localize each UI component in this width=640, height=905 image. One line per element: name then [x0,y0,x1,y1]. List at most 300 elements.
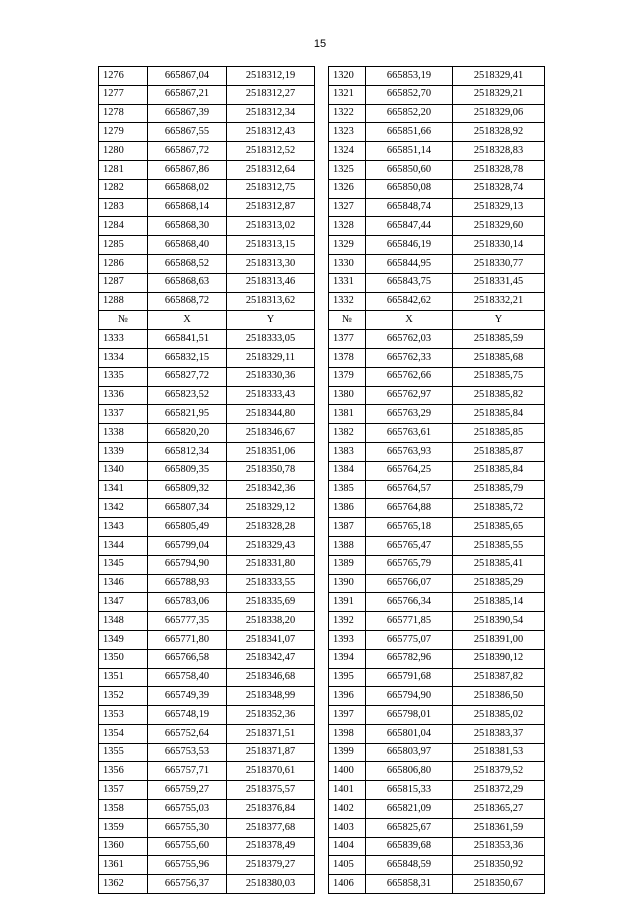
table-row [99,687,545,706]
y-coordinate-cell: 2518377,68 [227,818,315,837]
x-coordinate-cell: 665858,31 [366,875,453,894]
column-gap [315,424,329,443]
point-number-cell: 1346 [99,574,148,593]
y-coordinate-cell: 2518372,29 [453,781,545,800]
column-gap [315,67,329,86]
y-coordinate-cell: 2518351,06 [227,442,315,461]
x-coordinate-cell: 665758,40 [148,668,227,687]
x-coordinate-cell: 665867,55 [148,123,227,142]
y-coordinate-cell: 2518329,60 [453,217,545,236]
x-coordinate-cell: 665867,21 [148,85,227,104]
column-gap [315,273,329,292]
point-number-cell: 1345 [99,555,148,574]
column-gap [315,198,329,217]
point-number-cell: 1284 [99,217,148,236]
point-number-cell: 1332 [329,292,366,311]
point-number-cell: 1397 [329,706,366,725]
point-number-cell: 1386 [329,499,366,518]
point-number-cell: 1288 [99,292,148,311]
y-coordinate-cell: 2518313,46 [227,273,315,292]
y-coordinate-cell: 2518328,92 [453,123,545,142]
y-coordinate-cell: 2518390,12 [453,649,545,668]
x-coordinate-cell: 665812,34 [148,442,227,461]
x-coordinate-cell: 665755,96 [148,856,227,875]
point-number-cell: 1400 [329,762,366,781]
y-coordinate-cell: 2518385,72 [453,499,545,518]
x-coordinate-cell: 665867,39 [148,104,227,123]
table-row [99,198,545,217]
x-coordinate-cell: 665823,52 [148,386,227,405]
table-row [99,104,545,123]
column-gap [315,217,329,236]
table-row [99,706,545,725]
x-coordinate-cell: 665756,37 [148,875,227,894]
column-gap [315,311,329,330]
x-coordinate-cell: 665853,19 [366,67,453,86]
x-coordinate-cell: 665867,72 [148,142,227,161]
x-coordinate-cell: 665765,79 [366,555,453,574]
x-coordinate-cell: 665762,97 [366,386,453,405]
column-gap [315,856,329,875]
x-coordinate-cell: 665757,71 [148,762,227,781]
point-number-cell: 1341 [99,480,148,499]
point-number-cell: 1389 [329,555,366,574]
table-row [99,630,545,649]
x-coordinate-cell: 665839,68 [366,837,453,856]
x-coordinate-cell: 665766,07 [366,574,453,593]
x-coordinate-cell: 665764,25 [366,461,453,480]
x-coordinate-cell: 665868,30 [148,217,227,236]
point-number-cell: 1349 [99,630,148,649]
x-coordinate-cell: 665762,33 [366,348,453,367]
table-row [99,424,545,443]
y-coordinate-cell: 2518385,82 [453,386,545,405]
point-number-cell: 1282 [99,179,148,198]
y-coordinate-cell: 2518329,11 [227,348,315,367]
y-coordinate-cell: 2518352,36 [227,706,315,725]
x-coordinate-cell: 665846,19 [366,236,453,255]
x-coordinate-cell: 665762,66 [366,367,453,386]
point-number-cell: 1378 [329,348,366,367]
column-gap [315,85,329,104]
point-number-cell: 1401 [329,781,366,800]
point-number-cell: 1325 [329,160,366,179]
y-coordinate-cell: 2518385,75 [453,367,545,386]
column-gap [315,480,329,499]
x-coordinate-cell: 665765,47 [366,536,453,555]
y-coordinate-cell: 2518385,41 [453,555,545,574]
x-coordinate-cell: 665851,66 [366,123,453,142]
y-coordinate-cell: 2518329,12 [227,499,315,518]
point-number-cell: 1394 [329,649,366,668]
y-coordinate-cell: 2518375,57 [227,781,315,800]
table-row [99,781,545,800]
y-coordinate-cell: 2518350,67 [453,875,545,894]
column-gap [315,668,329,687]
table-row [99,480,545,499]
point-number-cell: 1286 [99,254,148,273]
x-coordinate-cell: 665766,58 [148,649,227,668]
column-gap [315,160,329,179]
column-gap [315,706,329,725]
y-coordinate-cell: 2518313,30 [227,254,315,273]
point-number-cell: 1384 [329,461,366,480]
table-row [99,330,545,349]
column-gap [315,649,329,668]
x-coordinate-cell: 665794,90 [148,555,227,574]
point-number-cell: 1327 [329,198,366,217]
header-x: X [366,311,453,330]
point-number-cell: 1342 [99,499,148,518]
point-number-cell: 1354 [99,724,148,743]
point-number-cell: 1323 [329,123,366,142]
table-row [99,649,545,668]
y-coordinate-cell: 2518335,69 [227,593,315,612]
point-number-cell: 1287 [99,273,148,292]
column-gap [315,292,329,311]
point-number-cell: 1339 [99,442,148,461]
header-num: № [99,311,148,330]
x-coordinate-cell: 665852,70 [366,85,453,104]
table-row [99,668,545,687]
y-coordinate-cell: 2518341,07 [227,630,315,649]
point-number-cell: 1281 [99,160,148,179]
y-coordinate-cell: 2518380,03 [227,875,315,894]
column-gap [315,518,329,537]
x-coordinate-cell: 665848,59 [366,856,453,875]
x-coordinate-cell: 665850,60 [366,160,453,179]
y-coordinate-cell: 2518346,68 [227,668,315,687]
point-number-cell: 1381 [329,405,366,424]
y-coordinate-cell: 2518333,55 [227,574,315,593]
column-gap [315,800,329,819]
x-coordinate-cell: 665809,32 [148,480,227,499]
point-number-cell: 1358 [99,800,148,819]
point-number-cell: 1362 [99,875,148,894]
x-coordinate-cell: 665841,51 [148,330,227,349]
table-row [99,273,545,292]
x-coordinate-cell: 665820,20 [148,424,227,443]
table-row [99,837,545,856]
column-gap [315,743,329,762]
y-coordinate-cell: 2518385,79 [453,480,545,499]
table-row [99,555,545,574]
y-coordinate-cell: 2518329,43 [227,536,315,555]
x-coordinate-cell: 665825,67 [366,818,453,837]
point-number-cell: 1348 [99,612,148,631]
x-coordinate-cell: 665809,35 [148,461,227,480]
y-coordinate-cell: 2518312,19 [227,67,315,86]
y-coordinate-cell: 2518379,27 [227,856,315,875]
table-row [99,856,545,875]
y-coordinate-cell: 2518312,64 [227,160,315,179]
point-number-cell: 1285 [99,236,148,255]
table-row [99,348,545,367]
point-number-cell: 1328 [329,217,366,236]
column-gap [315,687,329,706]
point-number-cell: 1322 [329,104,366,123]
column-gap [315,593,329,612]
y-coordinate-cell: 2518312,52 [227,142,315,161]
y-coordinate-cell: 2518385,02 [453,706,545,725]
y-coordinate-cell: 2518379,52 [453,762,545,781]
column-gap [315,442,329,461]
y-coordinate-cell: 2518365,27 [453,800,545,819]
y-coordinate-cell: 2518385,65 [453,518,545,537]
point-number-cell: 1351 [99,668,148,687]
point-number-cell: 1383 [329,442,366,461]
column-gap [315,818,329,837]
x-coordinate-cell: 665788,93 [148,574,227,593]
column-gap [315,837,329,856]
point-number-cell: 1380 [329,386,366,405]
column-gap [315,179,329,198]
y-coordinate-cell: 2518331,45 [453,273,545,292]
y-coordinate-cell: 2518312,75 [227,179,315,198]
x-coordinate-cell: 665759,27 [148,781,227,800]
column-gap [315,724,329,743]
table-row [99,386,545,405]
header-y: Y [453,311,545,330]
x-coordinate-cell: 665844,95 [366,254,453,273]
column-gap [315,612,329,631]
x-coordinate-cell: 665847,44 [366,217,453,236]
y-coordinate-cell: 2518330,36 [227,367,315,386]
x-coordinate-cell: 665850,08 [366,179,453,198]
y-coordinate-cell: 2518329,21 [453,85,545,104]
y-coordinate-cell: 2518313,15 [227,236,315,255]
table-row [99,461,545,480]
y-coordinate-cell: 2518385,84 [453,461,545,480]
table-row [99,217,545,236]
x-coordinate-cell: 665763,61 [366,424,453,443]
table-row [99,612,545,631]
x-coordinate-cell: 665867,86 [148,160,227,179]
page-number: 15 [313,38,327,50]
y-coordinate-cell: 2518329,41 [453,67,545,86]
y-coordinate-cell: 2518313,62 [227,292,315,311]
header-y: Y [227,311,315,330]
point-number-cell: 1340 [99,461,148,480]
table-row [99,518,545,537]
table-row [99,593,545,612]
point-number-cell: 1347 [99,593,148,612]
point-number-cell: 1276 [99,67,148,86]
x-coordinate-cell: 665771,85 [366,612,453,631]
point-number-cell: 1343 [99,518,148,537]
point-number-cell: 1336 [99,386,148,405]
x-coordinate-cell: 665821,95 [148,405,227,424]
y-coordinate-cell: 2518385,87 [453,442,545,461]
column-gap [315,630,329,649]
x-coordinate-cell: 665765,18 [366,518,453,537]
header-x: X [148,311,227,330]
table-row [99,292,545,311]
y-coordinate-cell: 2518331,80 [227,555,315,574]
point-number-cell: 1329 [329,236,366,255]
y-coordinate-cell: 2518333,05 [227,330,315,349]
table-row [99,160,545,179]
point-number-cell: 1390 [329,574,366,593]
table-row [99,142,545,161]
column-gap [315,574,329,593]
y-coordinate-cell: 2518361,59 [453,818,545,837]
y-coordinate-cell: 2518328,74 [453,179,545,198]
point-number-cell: 1330 [329,254,366,273]
x-coordinate-cell: 665827,72 [148,367,227,386]
point-number-cell: 1353 [99,706,148,725]
x-coordinate-cell: 665848,74 [366,198,453,217]
point-number-cell: 1337 [99,405,148,424]
y-coordinate-cell: 2518385,68 [453,348,545,367]
y-coordinate-cell: 2518312,27 [227,85,315,104]
table-row [99,123,545,142]
point-number-cell: 1387 [329,518,366,537]
x-coordinate-cell: 665868,63 [148,273,227,292]
y-coordinate-cell: 2518378,49 [227,837,315,856]
point-number-cell: 1278 [99,104,148,123]
x-coordinate-cell: 665752,64 [148,724,227,743]
table-row [99,724,545,743]
y-coordinate-cell: 2518376,84 [227,800,315,819]
table-row [99,179,545,198]
x-coordinate-cell: 665782,96 [366,649,453,668]
point-number-cell: 1377 [329,330,366,349]
y-coordinate-cell: 2518353,36 [453,837,545,856]
y-coordinate-cell: 2518328,78 [453,160,545,179]
y-coordinate-cell: 2518344,80 [227,405,315,424]
column-gap [315,781,329,800]
x-coordinate-cell: 665763,29 [366,405,453,424]
y-coordinate-cell: 2518312,87 [227,198,315,217]
x-coordinate-cell: 665771,80 [148,630,227,649]
point-number-cell: 1405 [329,856,366,875]
x-coordinate-cell: 665807,34 [148,499,227,518]
point-number-cell: 1395 [329,668,366,687]
y-coordinate-cell: 2518329,13 [453,198,545,217]
point-number-cell: 1385 [329,480,366,499]
table-row [99,254,545,273]
x-coordinate-cell: 665783,06 [148,593,227,612]
point-number-cell: 1399 [329,743,366,762]
y-coordinate-cell: 2518346,67 [227,424,315,443]
x-coordinate-cell: 665801,04 [366,724,453,743]
x-coordinate-cell: 665868,40 [148,236,227,255]
y-coordinate-cell: 2518390,54 [453,612,545,631]
point-number-cell: 1388 [329,536,366,555]
point-number-cell: 1392 [329,612,366,631]
point-number-cell: 1279 [99,123,148,142]
column-gap [315,386,329,405]
column-gap [315,555,329,574]
x-coordinate-cell: 665755,30 [148,818,227,837]
table-row [99,762,545,781]
point-number-cell: 1357 [99,781,148,800]
x-coordinate-cell: 665821,09 [366,800,453,819]
y-coordinate-cell: 2518328,83 [453,142,545,161]
x-coordinate-cell: 665753,53 [148,743,227,762]
y-coordinate-cell: 2518333,43 [227,386,315,405]
x-coordinate-cell: 665764,88 [366,499,453,518]
point-number-cell: 1355 [99,743,148,762]
x-coordinate-cell: 665766,34 [366,593,453,612]
coordinates-table [98,66,545,894]
point-number-cell: 1360 [99,837,148,856]
x-coordinate-cell: 665803,97 [366,743,453,762]
table-row [99,536,545,555]
x-coordinate-cell: 665799,04 [148,536,227,555]
point-number-cell: 1379 [329,367,366,386]
y-coordinate-cell: 2518371,87 [227,743,315,762]
point-number-cell: 1406 [329,875,366,894]
column-gap [315,236,329,255]
x-coordinate-cell: 665868,52 [148,254,227,273]
table-row [99,85,545,104]
point-number-cell: 1356 [99,762,148,781]
y-coordinate-cell: 2518386,50 [453,687,545,706]
y-coordinate-cell: 2518350,92 [453,856,545,875]
point-number-cell: 1391 [329,593,366,612]
point-number-cell: 1382 [329,424,366,443]
table-row [99,875,545,894]
point-number-cell: 1350 [99,649,148,668]
x-coordinate-cell: 665763,93 [366,442,453,461]
x-coordinate-cell: 665843,75 [366,273,453,292]
x-coordinate-cell: 665775,07 [366,630,453,649]
column-header-row [99,311,545,330]
point-number-cell: 1283 [99,198,148,217]
point-number-cell: 1396 [329,687,366,706]
point-number-cell: 1321 [329,85,366,104]
x-coordinate-cell: 665762,03 [366,330,453,349]
x-coordinate-cell: 665815,33 [366,781,453,800]
point-number-cell: 1344 [99,536,148,555]
y-coordinate-cell: 2518330,14 [453,236,545,255]
column-gap [315,367,329,386]
x-coordinate-cell: 665868,72 [148,292,227,311]
table-row [99,236,545,255]
x-coordinate-cell: 665852,20 [366,104,453,123]
column-gap [315,142,329,161]
y-coordinate-cell: 2518348,99 [227,687,315,706]
y-coordinate-cell: 2518342,36 [227,480,315,499]
y-coordinate-cell: 2518385,85 [453,424,545,443]
x-coordinate-cell: 665868,02 [148,179,227,198]
y-coordinate-cell: 2518383,37 [453,724,545,743]
y-coordinate-cell: 2518312,34 [227,104,315,123]
table-row [99,743,545,762]
table-row [99,405,545,424]
column-gap [315,461,329,480]
point-number-cell: 1326 [329,179,366,198]
column-gap [315,104,329,123]
column-gap [315,254,329,273]
x-coordinate-cell: 665777,35 [148,612,227,631]
x-coordinate-cell: 665842,62 [366,292,453,311]
point-number-cell: 1404 [329,837,366,856]
x-coordinate-cell: 665748,19 [148,706,227,725]
y-coordinate-cell: 2518342,47 [227,649,315,668]
column-gap [315,499,329,518]
x-coordinate-cell: 665791,68 [366,668,453,687]
table-row [99,367,545,386]
column-gap [315,536,329,555]
point-number-cell: 1333 [99,330,148,349]
point-number-cell: 1338 [99,424,148,443]
y-coordinate-cell: 2518332,21 [453,292,545,311]
y-coordinate-cell: 2518313,02 [227,217,315,236]
y-coordinate-cell: 2518338,20 [227,612,315,631]
